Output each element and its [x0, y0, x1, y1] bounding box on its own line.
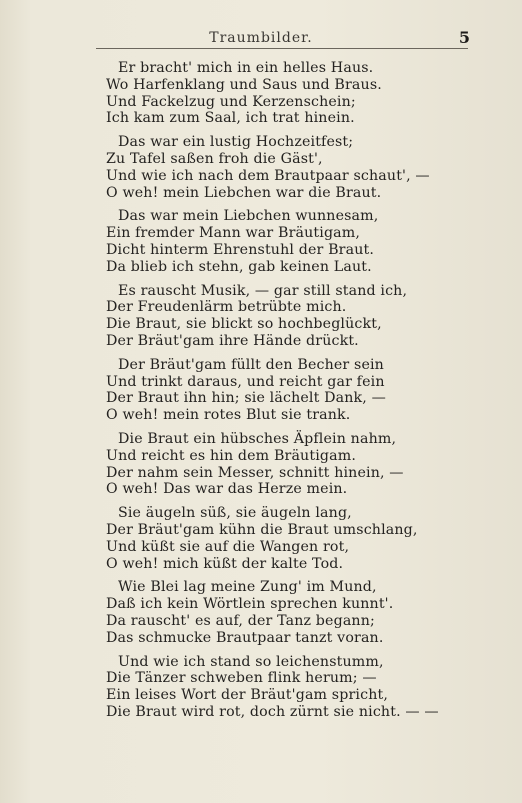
- stanza: [106, 283, 476, 350]
- verse-line: Ich kam zum Saal, ich trat hinein.: [106, 110, 355, 127]
- stanza: [106, 134, 476, 201]
- verse-line: Und trinkt daraus, und reicht gar fein: [106, 373, 385, 390]
- verse-line: Ein fremder Mann war Bräutigam,: [106, 225, 361, 242]
- running-title: Traumbilder.: [209, 30, 313, 46]
- verse-line: Der Bräut'gam kühn die Braut umschlang,: [106, 521, 418, 538]
- verse-line: Der Braut ihn hin; sie lächelt Dank, —: [106, 390, 386, 407]
- verse-line: Der Bräut'gam füllt den Becher sein: [118, 356, 384, 373]
- verse-line: Sie äugeln süß, sie äugeln lang,: [118, 505, 352, 522]
- verse-line: Zu Tafel saßen froh die Gäst',: [106, 150, 323, 167]
- verse-line: Und küßt sie auf die Wangen rot,: [106, 538, 350, 555]
- verse-line: Da rauscht' es auf, der Tanz begann;: [106, 612, 375, 629]
- verse-line: Und Fackelzug und Kerzenschein;: [106, 93, 356, 110]
- verse-line: Ein leises Wort der Bräut'gam spricht,: [106, 687, 388, 704]
- stanza: [106, 60, 476, 127]
- verse-line: Wie Blei lag meine Zung' im Mund,: [118, 579, 377, 596]
- verse-line: Da blieb ich stehn, gab keinen Laut.: [106, 258, 372, 275]
- verse-line: Das war mein Liebchen wunnesam,: [118, 208, 379, 225]
- verse-line: Der nahm sein Messer, schnitt hinein, —: [106, 464, 404, 481]
- header-rule: [96, 48, 468, 49]
- stanza: [106, 654, 476, 721]
- verse-line: Der Freudenlärm betrübte mich.: [106, 299, 347, 316]
- verse-line: Der Bräut'gam ihre Hände drückt.: [106, 332, 359, 349]
- verse-line: O weh! mich küßt der kalte Tod.: [106, 555, 344, 572]
- verse-line: Das schmucke Brautpaar tanzt voran.: [106, 629, 384, 646]
- page-number: 5: [458, 28, 470, 47]
- verse-line: Und wie ich nach dem Brautpaar schaut', —: [106, 167, 430, 184]
- verse-line: Das war ein lustig Hochzeitfest;: [118, 134, 354, 151]
- verse-line: Und wie ich stand so leichenstumm,: [118, 653, 384, 670]
- verse-line: Die Braut wird rot, doch zürnt sie nicht. — —: [106, 703, 439, 720]
- verse-line: Die Braut, sie blickt so hochbeglückt,: [106, 316, 382, 333]
- verse-line: O weh! mein rotes Blut sie trank.: [106, 407, 351, 424]
- verse-line: Es rauscht Musik, — gar still stand ich,: [118, 282, 408, 299]
- stanza: [106, 431, 476, 498]
- stanza: [106, 505, 476, 572]
- verse-line: Die Braut ein hübsches Äpflein nahm,: [118, 430, 397, 447]
- verse-line: Er bracht' mich in ein helles Haus.: [118, 60, 374, 76]
- stanza: [106, 357, 476, 424]
- poem-body: [106, 60, 476, 728]
- verse-line: Und reicht es hin dem Bräutigam.: [106, 447, 356, 464]
- verse-line: Daß ich kein Wörtlein sprechen kunnt'.: [106, 596, 394, 613]
- verse-line: O weh! mein Liebchen war die Braut.: [106, 184, 382, 201]
- verse-line: Dicht hinterm Ehrenstuhl der Braut.: [106, 241, 375, 258]
- verse-line: O weh! Das war das Herze mein.: [106, 481, 348, 498]
- stanza: [106, 579, 476, 646]
- stanza: [106, 208, 476, 275]
- verse-line: Die Tänzer schweben flink herum; —: [106, 670, 377, 687]
- verse-line: Wo Harfenklang und Saus und Braus.: [106, 76, 382, 93]
